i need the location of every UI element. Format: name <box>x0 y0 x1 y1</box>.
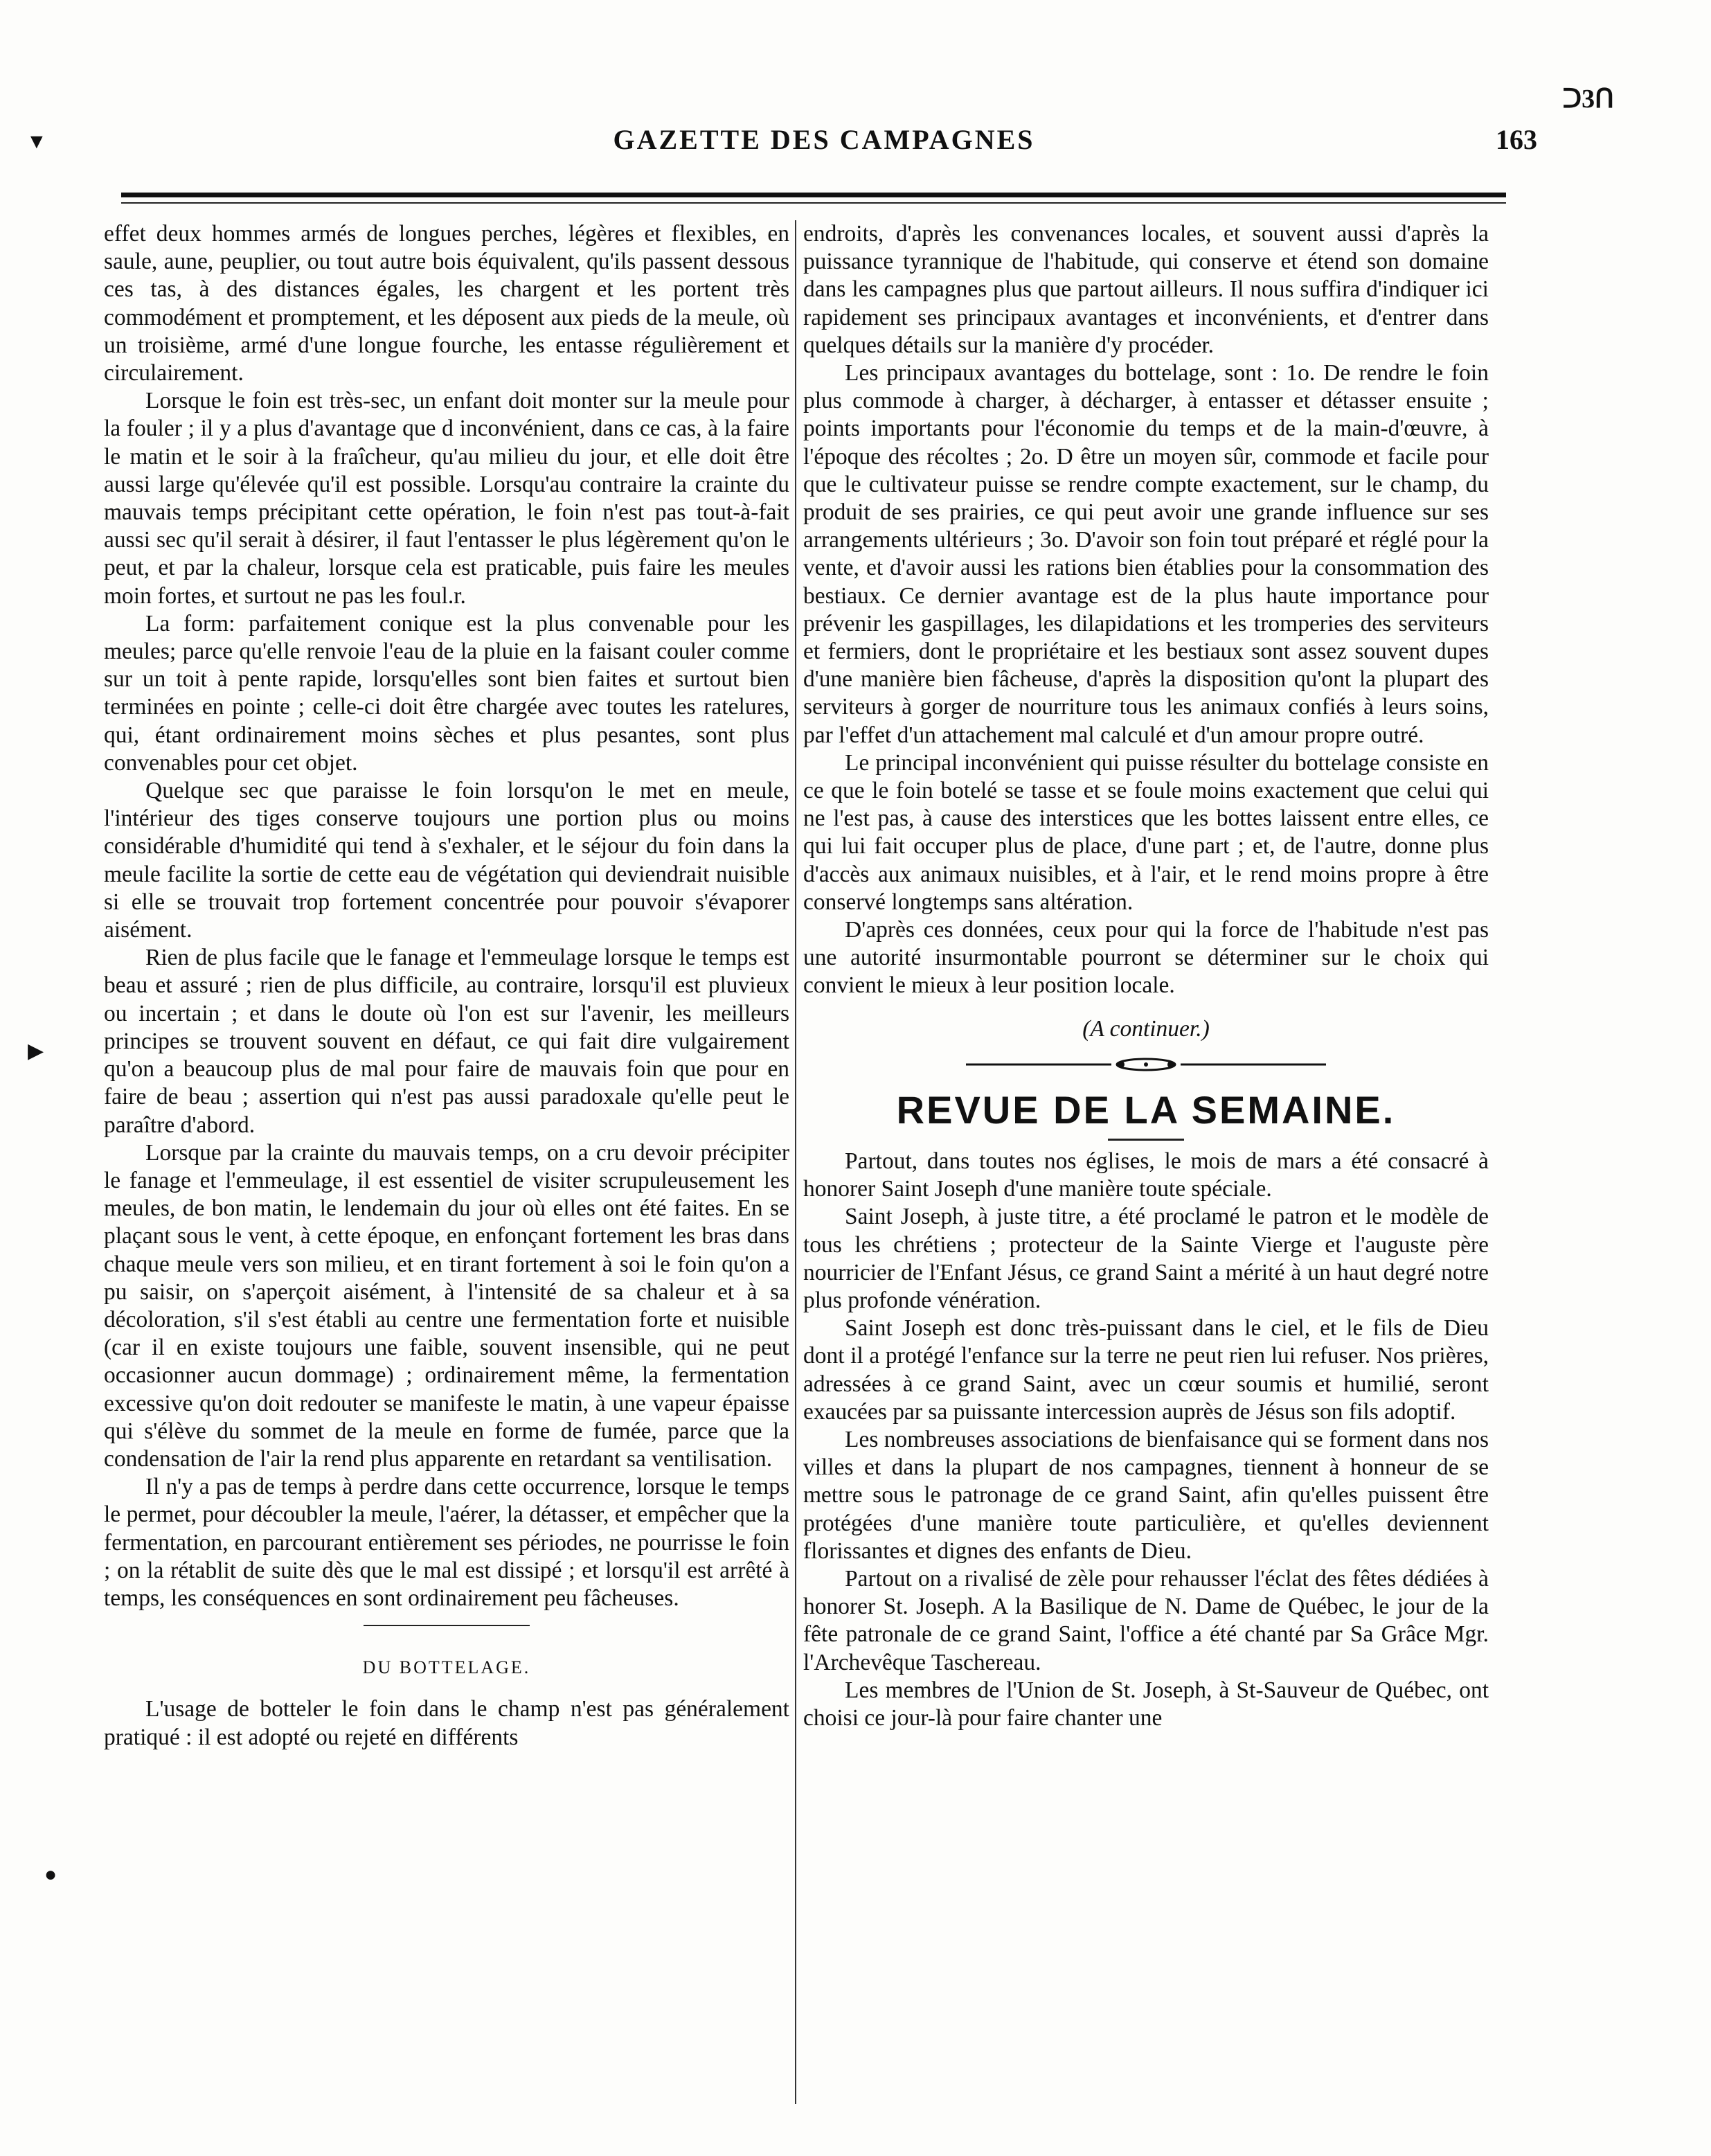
paragraph: La form: parfaitement conique est la plus convenable pour les meules; parce qu'elle renvoie l'eau de la pluie en la faisant couler comme sur un toit à pente rapide, lorsqu'elles sont bien faites et surtout bien terminées en pointe ; celle-ci doit être chargée avec toutes les ratelures, qui, étant ordinairement moins sèches et plus pesantes, sont plus convenables pour cet objet. <box>104 610 789 776</box>
ornament-divider-icon <box>966 1057 1326 1072</box>
margin-dot-icon: ● <box>44 1863 57 1886</box>
newspaper-title: GAZETTE DES CAMPAGNES <box>613 124 1035 155</box>
title-rule <box>1108 1139 1184 1141</box>
section-heading: DU BOTTELAGE. <box>362 1657 531 1678</box>
continuation-note: (A continuer.) <box>1082 1015 1210 1042</box>
paragraph: Partout, dans toutes nos églises, le mois de mars a été consacré à honorer Saint Joseph d'une manière toute spéciale. <box>803 1148 1489 1202</box>
page-header <box>111 116 1537 165</box>
paragraph: Rien de plus facile que le fanage et l'emmeulage lorsque le temps est beau et assuré ; rien de plus difficile, au contraire, lorsqu'il est pluvieux ou incertain ; et dans le doute où l'on est sur l'avenir, les meilleurs principes se trouvent souvent en défaut, ce qui fait dire vulgairement qu'on a beaucoup plus de mal pour faire de mauvais foin que pour en faire de beau ; assertion qui n'est pas aussi paradoxale qu'elle peut le paraître d'abord. <box>104 945 789 1138</box>
paragraph: Partout on a rivalisé de zèle pour rehausser l'éclat des fêtes dédiées à honorer St. Joseph. A la Basilique de N. Dame de Québec, le jour de la fête patronale de ce grand Saint, l'office a été chanté par Sa Grâce Mgr. l'Archevêque Taschereau. <box>803 1565 1489 1675</box>
right-column <box>803 220 1489 2104</box>
paragraph: effet deux hommes armés de longues perches, légères et flexibles, en saule, aune, peuplier, ou tout autre bois équivalent, qu'ils passent dessous ces tas, à des distances égales, les chargent et les portent très commodément et promptement, et les déposent aux pieds de la meule, où un troisième, armé d'une longue fourche, les entasse régulièrement et circulairement. <box>104 221 789 386</box>
paragraph: Les principaux avantages du bottelage, sont : 1o. De rendre le foin plus commode à charger, à décharger, à entasser et détasser ensuite ; points importants pour l'économie du temps et de la main-d'œuvre, à l'époque des récoltes ; 2o. D être un moyen sûr, commode et facile pour que le cultivateur puisse se rendre compte exactement, sur le champ, du produit de ses prairies, ce qui peut avoir une grande influence sur ses arrangements ultérieurs ; 3o. D'avoir son foin tout préparé et réglé pour la vente, et d'avoir aussi les rations bien établies pour la consommation des bestiaux. Ce dernier avantage est de la plus haute importance pour prévenir les gaspillages, les dilapidations et les tromperies des serviteurs et fermiers, dont le propriétaire et les bestiaux sont assez souvent dupes d'une manière bien fâcheuse, d'après la disposition qu'ont la plupart des serviteurs à gorger de nourriture tous les animaux confiés à leurs soins, par l'effet d'un attachement mal calculé et d'un amour propre outré. <box>803 360 1489 748</box>
paragraph: Lorsque le foin est très-sec, un enfant doit monter sur la meule pour la fouler ; il y a plus d'avantage que d inconvénient, dans ce cas, à la faire le matin et le soir à la fraîcheur, qu'au milieu du jour, et elle doit être aussi large qu'élevée qu'il est possible. Lorsqu'au contraire la crainte du mauvais temps précipitant cette opération, le foin n'est pas tout-à-fait aussi sec qu'il serait à désirer, il faut l'entasser le plus légèrement qu'on le peut, et par la chaleur, lorsque cela est praticable, puis faire les meules moin fortes, et surtout ne pas les foul.r. <box>104 388 789 609</box>
left-column <box>104 220 789 2104</box>
header-rule-thick <box>121 193 1506 197</box>
paragraph: Saint Joseph, à juste titre, a été proclamé le patron et le modèle de tous les chrétiens ; protecteur de la Sainte Vierge et l'auguste père nourricier de l'Enfant Jésus, ce grand Saint a mérité à un haut degré notre plus profonde vénération. <box>803 1204 1489 1313</box>
paragraph: L'usage de botteler le foin dans le champ n'est pas généralement pratiqué : il est adopté ou rejeté en différents <box>104 1696 789 1750</box>
paragraph: Lorsque par la crainte du mauvais temps, on a cru devoir précipiter le fanage et l'emmeulage, il est essentiel de visiter scrupuleusement les meules, de bon matin, le lendemain du jour où elles ont été faites. En se plaçant sous le vent, à cette époque, en enfonçant fortement les bras dans chaque meule vers son milieu, et en tirant fortement à soi le foin qu'on a pu saisir, on s'aperçoit aisément, à l'intensité de sa chaleur et à sa décoloration, s'il s'est établi au centre une fermentation forte et nuisible (car il en existe toujours une faible, souvent insensible, qui ne peut occasionner aucun dommage) ; ordinairement même, la fermentation excessive qu'on doit redouter se manifeste le matin, à une vapeur épaisse qui s'élève du sommet de la meule en forme de fumée, parce que la condensation de l'air la rend plus apparente en retardant sa ventilisation. <box>104 1139 789 1472</box>
column-divider <box>795 220 796 2104</box>
paragraph: Saint Joseph est donc très-puissant dans le ciel, et le fils de Dieu dont il a protégé l'enfance sur la terre ne peut rien lui refuser. Nos prières, adressées à ce grand Saint, avec un cœur soumis et humilié, seront exaucées par sa puissante intercession auprès de Jésus son fils adoptif. <box>803 1315 1489 1425</box>
paragraph: Les nombreuses associations de bienfaisance qui se forment dans nos villes et dans la plupart de nos campagnes, tiennent à honneur de se mettre sous le patronage de ce grand Saint, afin qu'elles puissent être protégées d'une manière toute particulière, et qu'elles deviennent florissantes et dignes des enfants de Dieu. <box>803 1426 1489 1564</box>
paragraph: Les membres de l'Union de St. Joseph, à St-Sauveur de Québec, ont choisi ce jour-là pour faire chanter une <box>803 1677 1489 1731</box>
paragraph: endroits, d'après les convenances locales, et souvent aussi d'après la puissance tyrannique de l'habitude, qui conserve et étend son domaine dans les campagnes plus que partout ailleurs. Il nous suffira d'indiquer ici rapidement ses principaux avantages et inconvénients, et d'entrer dans quelques détails sur la manière d'y procéder. <box>803 221 1489 358</box>
margin-arrow-icon: ▶ <box>28 1040 44 1062</box>
margin-arrow-icon: ▼ <box>26 130 47 153</box>
paragraph: Quelque sec que paraisse le foin lorsqu'on le met en meule, l'intérieur des tiges conserve toujours une portion plus ou moins considérable d'humidité qui tend à s'exhaler, et le séjour du foin dans la meule facilite la sortie de cette eau de végétation qui deviendrait nuisible si elle se trouvait trop fortement concentrée pour pouvoir s'évaporer aisément. <box>104 778 789 943</box>
section-separator <box>364 1625 530 1626</box>
paragraph: Il n'y a pas de temps à perdre dans cette occurrence, lorsque le temps le permet, pour découbler la meule, l'aérer, la détasser, et empêcher que la fermentation, en parcourant entièrement ses périodes, ne pourrisse le foin ; on la rétablit de suite dès que le mal est dissipé ; et lorsqu'il est arrêté à temps, les conséquences en sont ordinairement peu fâcheuses. <box>104 1474 789 1611</box>
paragraph: Le principal inconvénient qui puisse résulter du bottelage consiste en ce que le foin botelé se tasse et se foule moins exactement que celui qui ne l'est pas, à cause des interstices que les bottes laissent entre elles, ce qui lui fait occuper plus de place, d'une part ; et, de l'autre, donne plus d'accès aux animaux nuisibles, et à l'air, et le rend moins propre à être conservé longtemps sans altération. <box>803 749 1489 915</box>
section-title: REVUE DE LA SEMAINE. <box>896 1087 1396 1132</box>
page-number: 163 <box>1496 124 1537 155</box>
paragraph: D'après ces données, ceux pour qui la force de l'habitude n'est pas une autorité insurmontable pourront se déterminer sur le choix qui convient le mieux à leur position locale. <box>803 917 1489 999</box>
header-rule-thin <box>121 202 1506 204</box>
corner-marks: ᑐ3ᑎ <box>1562 84 1614 114</box>
